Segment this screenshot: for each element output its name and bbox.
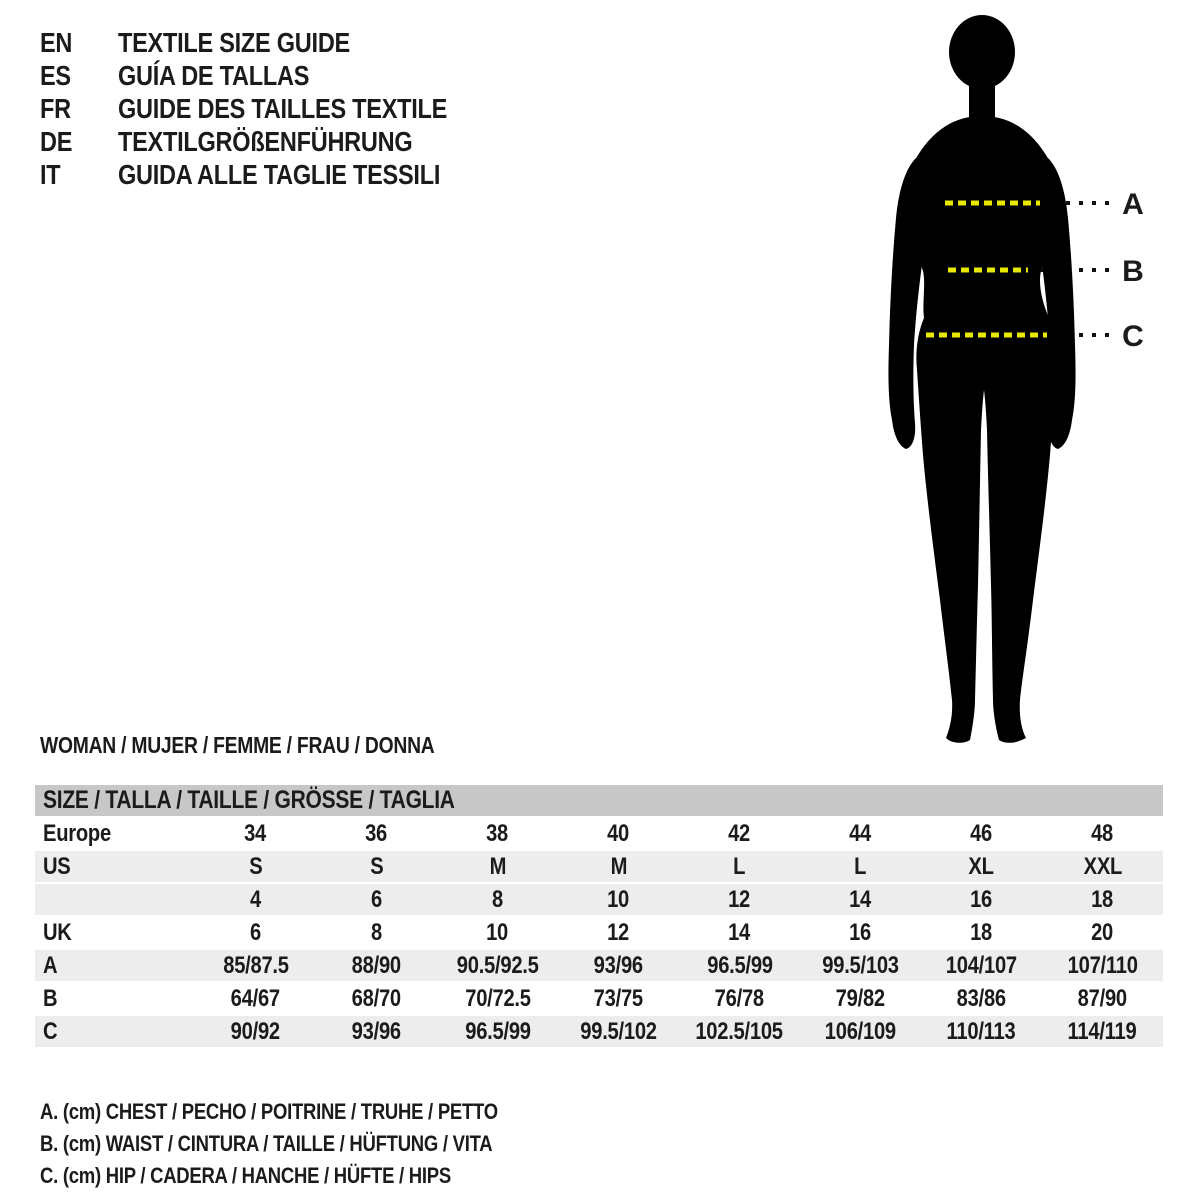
language-code: EN bbox=[40, 26, 73, 58]
cell-value: 76/78 bbox=[714, 984, 765, 1012]
language-code-cell bbox=[40, 93, 118, 125]
table-row bbox=[35, 851, 1163, 884]
measurement-legend bbox=[40, 1096, 585, 1192]
row-label: UK bbox=[43, 918, 72, 946]
language-title: GUIDE DES TAILLES TEXTILE bbox=[118, 92, 448, 124]
table-row-label-cell bbox=[35, 952, 195, 980]
marker-labels bbox=[1122, 188, 1144, 353]
cell-value: 6 bbox=[371, 885, 382, 913]
legend-line bbox=[40, 1128, 585, 1160]
cell-value: 4 bbox=[250, 885, 261, 913]
table-row-label-cell bbox=[35, 919, 195, 947]
table-cell bbox=[558, 952, 679, 980]
language-title: TEXTILGRÖßENFÜHRUNG bbox=[118, 125, 413, 157]
table-cell bbox=[921, 820, 1042, 848]
table-cell bbox=[800, 820, 921, 848]
table-cell bbox=[195, 985, 316, 1013]
table-cell bbox=[437, 952, 558, 980]
marker-label-a: A bbox=[1122, 188, 1144, 221]
table-cell bbox=[921, 1018, 1042, 1046]
table-cell bbox=[195, 952, 316, 980]
cell-value: M bbox=[610, 852, 627, 880]
size-table-body bbox=[35, 818, 1163, 1049]
cell-value: L bbox=[733, 852, 746, 880]
table-cell bbox=[316, 853, 437, 881]
table-row bbox=[35, 1016, 1163, 1049]
table-cell bbox=[437, 886, 558, 914]
cell-value: 96.5/99 bbox=[464, 1017, 531, 1045]
table-cell bbox=[437, 820, 558, 848]
table-cell bbox=[1042, 952, 1163, 980]
cell-value: 114/119 bbox=[1068, 1017, 1137, 1045]
table-row-label-cell bbox=[35, 886, 195, 914]
table-cell bbox=[1042, 919, 1163, 947]
table-row-label-cell bbox=[35, 985, 195, 1013]
table-cell bbox=[195, 886, 316, 914]
woman-silhouette bbox=[888, 15, 1075, 743]
table-row-label-cell bbox=[35, 820, 195, 848]
table-cell bbox=[1042, 1018, 1163, 1046]
table-cell bbox=[558, 853, 679, 881]
table-cell bbox=[679, 1018, 800, 1046]
cell-value: 64/67 bbox=[230, 984, 281, 1012]
row-label: A bbox=[43, 951, 58, 979]
table-cell bbox=[316, 1018, 437, 1046]
cell-value: S bbox=[369, 852, 384, 880]
table-cell bbox=[316, 985, 437, 1013]
cell-value: 12 bbox=[607, 918, 630, 946]
table-cell bbox=[437, 919, 558, 947]
language-code: IT bbox=[40, 158, 61, 190]
table-cell bbox=[195, 919, 316, 947]
table-cell bbox=[195, 820, 316, 848]
cell-value: 93/96 bbox=[351, 1017, 402, 1045]
table-cell bbox=[679, 820, 800, 848]
legend-text: A. (cm) CHEST / PECHO / POITRINE / TRUHE / PETTO bbox=[40, 1099, 498, 1124]
table-cell bbox=[437, 853, 558, 881]
language-code-cell bbox=[40, 159, 118, 191]
cell-value: 90.5/92.5 bbox=[456, 951, 539, 979]
table-row-label-cell bbox=[35, 853, 195, 881]
size-table bbox=[35, 785, 1163, 1049]
table-row bbox=[35, 818, 1163, 851]
language-code: ES bbox=[40, 59, 71, 91]
row-label: B bbox=[43, 984, 58, 1012]
cell-value: 83/86 bbox=[956, 984, 1007, 1012]
table-cell bbox=[316, 952, 437, 980]
table-row bbox=[35, 950, 1163, 983]
language-code-cell bbox=[40, 60, 118, 92]
cell-value: 99.5/102 bbox=[580, 1017, 657, 1045]
table-cell bbox=[800, 952, 921, 980]
language-code-cell bbox=[40, 27, 118, 59]
table-cell bbox=[316, 886, 437, 914]
cell-value: XXL bbox=[1083, 852, 1122, 880]
cell-value: 96.5/99 bbox=[706, 951, 773, 979]
table-cell bbox=[1042, 853, 1163, 881]
table-cell bbox=[558, 919, 679, 947]
language-title: GUIDA ALLE TAGLIE TESSILI bbox=[118, 158, 441, 190]
cell-value: 88/90 bbox=[351, 951, 402, 979]
table-cell bbox=[800, 919, 921, 947]
silhouette-svg bbox=[880, 0, 1200, 760]
row-label: C bbox=[43, 1017, 58, 1045]
cell-value: 93/96 bbox=[593, 951, 644, 979]
marker-label-c: C bbox=[1122, 320, 1144, 353]
language-row bbox=[40, 26, 510, 59]
table-cell bbox=[1042, 985, 1163, 1013]
row-label: Europe bbox=[43, 819, 111, 847]
table-cell bbox=[558, 1018, 679, 1046]
table-cell bbox=[679, 985, 800, 1013]
table-cell bbox=[679, 853, 800, 881]
woman-silhouette-figure bbox=[880, 0, 1200, 760]
table-cell bbox=[921, 952, 1042, 980]
cell-value: 16 bbox=[849, 918, 872, 946]
table-cell bbox=[679, 919, 800, 947]
cell-value: 85/87.5 bbox=[222, 951, 289, 979]
cell-value: 73/75 bbox=[593, 984, 644, 1012]
cell-value: 40 bbox=[607, 819, 630, 847]
cell-value: 18 bbox=[970, 918, 993, 946]
legend-text: B. (cm) WAIST / CINTURA / TAILLE / HÜFTUNG / VITA bbox=[40, 1131, 493, 1156]
table-cell bbox=[800, 886, 921, 914]
language-code: FR bbox=[40, 92, 71, 124]
row-label: US bbox=[43, 852, 71, 880]
table-cell bbox=[921, 985, 1042, 1013]
table-cell bbox=[437, 1018, 558, 1046]
table-row-label-cell bbox=[35, 1018, 195, 1046]
table-cell bbox=[316, 820, 437, 848]
cell-value: 106/109 bbox=[824, 1017, 897, 1045]
table-cell bbox=[437, 985, 558, 1013]
section-title bbox=[40, 732, 510, 759]
cell-value: 48 bbox=[1091, 819, 1114, 847]
language-title: GUÍA DE TALLAS bbox=[118, 59, 310, 91]
table-cell bbox=[1042, 820, 1163, 848]
cell-value: 38 bbox=[486, 819, 509, 847]
cell-value: 70/72.5 bbox=[464, 984, 531, 1012]
cell-value: 16 bbox=[970, 885, 993, 913]
table-cell bbox=[558, 985, 679, 1013]
language-row bbox=[40, 158, 510, 191]
table-cell bbox=[800, 985, 921, 1013]
size-table-header bbox=[35, 785, 1163, 818]
language-row bbox=[40, 59, 510, 92]
cell-value: S bbox=[248, 852, 263, 880]
language-row bbox=[40, 125, 510, 158]
cell-value: 20 bbox=[1091, 918, 1114, 946]
cell-value: 8 bbox=[492, 885, 503, 913]
cell-value: 8 bbox=[371, 918, 382, 946]
section-title-text: WOMAN / MUJER / FEMME / FRAU / DONNA bbox=[40, 732, 435, 758]
cell-value: XL bbox=[968, 852, 995, 880]
cell-value: 10 bbox=[607, 885, 630, 913]
cell-value: 14 bbox=[849, 885, 872, 913]
cell-value: M bbox=[489, 852, 506, 880]
language-code: DE bbox=[40, 125, 73, 157]
table-cell bbox=[316, 919, 437, 947]
cell-value: 79/82 bbox=[835, 984, 886, 1012]
language-row bbox=[40, 92, 510, 125]
cell-value: 99.5/103 bbox=[822, 951, 899, 979]
table-row bbox=[35, 983, 1163, 1016]
cell-value: 87/90 bbox=[1077, 984, 1128, 1012]
table-cell bbox=[921, 853, 1042, 881]
legend-text: C. (cm) HIP / CADERA / HANCHE / HÜFTE / HIPS bbox=[40, 1163, 451, 1188]
cell-value: 10 bbox=[486, 918, 509, 946]
cell-value: 90/92 bbox=[230, 1017, 281, 1045]
table-cell bbox=[679, 886, 800, 914]
language-title-list bbox=[40, 26, 510, 191]
cell-value: 46 bbox=[970, 819, 993, 847]
cell-value: 107/110 bbox=[1067, 951, 1138, 979]
table-cell bbox=[679, 952, 800, 980]
cell-value: 36 bbox=[365, 819, 388, 847]
table-cell bbox=[800, 1018, 921, 1046]
cell-value: 102.5/105 bbox=[695, 1017, 784, 1045]
cell-value: 44 bbox=[849, 819, 872, 847]
language-title: TEXTILE SIZE GUIDE bbox=[118, 26, 350, 58]
table-row bbox=[35, 917, 1163, 950]
table-cell bbox=[1042, 886, 1163, 914]
table-cell bbox=[800, 853, 921, 881]
table-cell bbox=[558, 886, 679, 914]
table-cell bbox=[558, 820, 679, 848]
cell-value: 34 bbox=[244, 819, 267, 847]
legend-line bbox=[40, 1160, 585, 1192]
language-code-cell bbox=[40, 126, 118, 158]
table-cell bbox=[921, 886, 1042, 914]
cell-value: 18 bbox=[1091, 885, 1114, 913]
cell-value: 14 bbox=[728, 918, 751, 946]
table-cell bbox=[921, 919, 1042, 947]
cell-value: L bbox=[854, 852, 867, 880]
marker-label-b: B bbox=[1122, 255, 1144, 288]
legend-line bbox=[40, 1096, 585, 1128]
cell-value: 6 bbox=[250, 918, 261, 946]
table-cell bbox=[195, 1018, 316, 1046]
table-cell bbox=[195, 853, 316, 881]
cell-value: 110/113 bbox=[947, 1017, 1016, 1045]
cell-value: 68/70 bbox=[351, 984, 402, 1012]
table-row bbox=[35, 884, 1163, 917]
cell-value: 12 bbox=[728, 885, 751, 913]
silhouette-torso-legs bbox=[906, 116, 1058, 743]
cell-value: 42 bbox=[728, 819, 751, 847]
cell-value: 104/107 bbox=[945, 951, 1018, 979]
size-table-header-text: SIZE / TALLA / TAILLE / GRÖSSE / TAGLIA bbox=[43, 786, 455, 814]
